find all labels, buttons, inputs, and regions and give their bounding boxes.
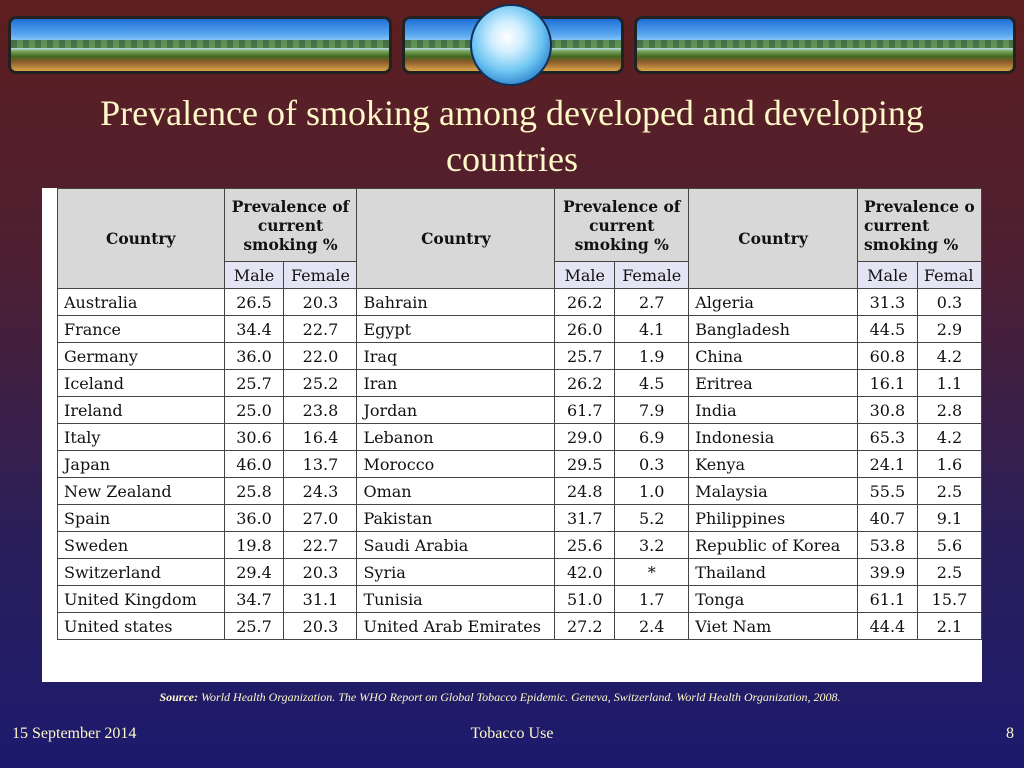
female-value-cell: 22.0 <box>284 343 357 370</box>
female-value-cell: 25.2 <box>284 370 357 397</box>
male-value-cell: 42.0 <box>555 559 615 586</box>
female-value-cell: 2.8 <box>917 397 981 424</box>
country-cell: Malaysia <box>689 478 858 505</box>
table-row <box>58 370 982 397</box>
male-value-cell: 25.7 <box>224 370 284 397</box>
female-value-cell: 24.3 <box>284 478 357 505</box>
female-value-cell: 27.0 <box>284 505 357 532</box>
country-cell: Indonesia <box>689 424 858 451</box>
male-value-cell: 26.0 <box>555 316 615 343</box>
male-value-cell: 26.2 <box>555 289 615 316</box>
male-value-cell: 29.0 <box>555 424 615 451</box>
male-value-cell: 36.0 <box>224 343 284 370</box>
female-value-cell: 3.2 <box>615 532 689 559</box>
country-cell: Australia <box>58 289 225 316</box>
female-value-cell: 7.9 <box>615 397 689 424</box>
female-value-cell: 2.1 <box>917 613 981 640</box>
country-cell: Ireland <box>58 397 225 424</box>
footer-title: Tobacco Use <box>470 725 554 742</box>
male-value-cell: 27.2 <box>555 613 615 640</box>
male-value-cell: 16.1 <box>857 370 917 397</box>
table-row <box>58 397 982 424</box>
female-value-cell: 4.5 <box>615 370 689 397</box>
female-value-cell: 2.9 <box>917 316 981 343</box>
country-cell: Thailand <box>689 559 858 586</box>
table-row <box>58 451 982 478</box>
female-value-cell: * <box>615 559 689 586</box>
column-header-prevalence: Prevalence of current smoking % <box>224 189 357 262</box>
country-cell: Kenya <box>689 451 858 478</box>
male-value-cell: 34.4 <box>224 316 284 343</box>
female-value-cell: 1.1 <box>917 370 981 397</box>
male-value-cell: 19.8 <box>224 532 284 559</box>
column-header-male: Male <box>555 262 615 289</box>
column-header-male: Male <box>857 262 917 289</box>
slide-title-line2: countries <box>446 139 578 179</box>
country-cell: Iceland <box>58 370 225 397</box>
male-value-cell: 40.7 <box>857 505 917 532</box>
table-row <box>58 289 982 316</box>
country-cell: Egypt <box>357 316 555 343</box>
male-value-cell: 65.3 <box>857 424 917 451</box>
male-value-cell: 26.2 <box>555 370 615 397</box>
country-cell: Morocco <box>357 451 555 478</box>
female-value-cell: 1.7 <box>615 586 689 613</box>
female-value-cell: 16.4 <box>284 424 357 451</box>
column-header-country: Country <box>357 189 555 289</box>
male-value-cell: 39.9 <box>857 559 917 586</box>
country-cell: France <box>58 316 225 343</box>
female-value-cell: 4.2 <box>917 343 981 370</box>
country-cell: Saudi Arabia <box>357 532 555 559</box>
country-cell: Philippines <box>689 505 858 532</box>
country-cell: Viet Nam <box>689 613 858 640</box>
female-value-cell: 20.3 <box>284 559 357 586</box>
column-header-country: Country <box>689 189 858 289</box>
country-cell: New Zealand <box>58 478 225 505</box>
country-cell: Algeria <box>689 289 858 316</box>
male-value-cell: 25.7 <box>555 343 615 370</box>
country-cell: United states <box>58 613 225 640</box>
female-value-cell: 0.3 <box>917 289 981 316</box>
male-value-cell: 60.8 <box>857 343 917 370</box>
column-header-country: Country <box>58 189 225 289</box>
male-value-cell: 25.6 <box>555 532 615 559</box>
country-cell: Eritrea <box>689 370 858 397</box>
country-cell: Japan <box>58 451 225 478</box>
female-value-cell: 13.7 <box>284 451 357 478</box>
male-value-cell: 61.7 <box>555 397 615 424</box>
female-value-cell: 4.1 <box>615 316 689 343</box>
country-cell: China <box>689 343 858 370</box>
smoking-prevalence-table-image <box>42 188 982 682</box>
female-value-cell: 2.5 <box>917 559 981 586</box>
female-value-cell: 15.7 <box>917 586 981 613</box>
column-header-prevalence: Prevalence of current smoking % <box>555 189 689 262</box>
slide-title-line1: Prevalence of smoking among developed and developing <box>100 93 924 133</box>
country-cell: Syria <box>357 559 555 586</box>
country-cell: Germany <box>58 343 225 370</box>
female-value-cell: 5.2 <box>615 505 689 532</box>
table-row <box>58 316 982 343</box>
table-row <box>58 532 982 559</box>
country-cell: Sweden <box>58 532 225 559</box>
source-text: World Health Organization. The WHO Report on Global Tobacco Epidemic. Geneva, Switzerland. World Health Organization, 2008. <box>201 690 841 704</box>
female-value-cell: 22.7 <box>284 316 357 343</box>
male-value-cell: 26.5 <box>224 289 284 316</box>
table-row <box>58 343 982 370</box>
country-cell: Italy <box>58 424 225 451</box>
female-value-cell: 1.9 <box>615 343 689 370</box>
smoking-prevalence-table <box>57 188 982 640</box>
female-value-cell: 1.0 <box>615 478 689 505</box>
male-value-cell: 46.0 <box>224 451 284 478</box>
female-value-cell: 9.1 <box>917 505 981 532</box>
country-cell: United Arab Emirates <box>357 613 555 640</box>
male-value-cell: 30.6 <box>224 424 284 451</box>
banner-landscape-right <box>634 16 1016 74</box>
female-value-cell: 23.8 <box>284 397 357 424</box>
country-cell: Iraq <box>357 343 555 370</box>
table-row <box>58 586 982 613</box>
country-cell: Switzerland <box>58 559 225 586</box>
country-cell: Bangladesh <box>689 316 858 343</box>
footer-page-number: 8 <box>1006 725 1014 742</box>
male-value-cell: 25.0 <box>224 397 284 424</box>
footer-date: 15 September 2014 <box>12 725 137 742</box>
slide-title <box>40 90 984 182</box>
country-cell: Bahrain <box>357 289 555 316</box>
country-cell: Republic of Korea <box>689 532 858 559</box>
female-value-cell: 1.6 <box>917 451 981 478</box>
male-value-cell: 34.7 <box>224 586 284 613</box>
column-header-prevalence: Prevalence o current smoking % <box>857 189 981 262</box>
column-header-female: Femal <box>917 262 981 289</box>
female-value-cell: 2.4 <box>615 613 689 640</box>
female-value-cell: 20.3 <box>284 289 357 316</box>
country-cell: Tunisia <box>357 586 555 613</box>
female-value-cell: 31.1 <box>284 586 357 613</box>
country-cell: Spain <box>58 505 225 532</box>
female-value-cell: 2.7 <box>615 289 689 316</box>
male-value-cell: 24.1 <box>857 451 917 478</box>
country-cell: Tonga <box>689 586 858 613</box>
column-header-female: Female <box>284 262 357 289</box>
female-value-cell: 4.2 <box>917 424 981 451</box>
male-value-cell: 51.0 <box>555 586 615 613</box>
male-value-cell: 44.4 <box>857 613 917 640</box>
male-value-cell: 24.8 <box>555 478 615 505</box>
table-row <box>58 505 982 532</box>
source-label: Source: <box>159 690 199 704</box>
male-value-cell: 25.7 <box>224 613 284 640</box>
male-value-cell: 31.7 <box>555 505 615 532</box>
table-row <box>58 559 982 586</box>
male-value-cell: 29.5 <box>555 451 615 478</box>
country-cell: Lebanon <box>357 424 555 451</box>
country-cell: Oman <box>357 478 555 505</box>
table-row <box>58 478 982 505</box>
country-cell: Pakistan <box>357 505 555 532</box>
country-cell: India <box>689 397 858 424</box>
female-value-cell: 6.9 <box>615 424 689 451</box>
male-value-cell: 55.5 <box>857 478 917 505</box>
male-value-cell: 31.3 <box>857 289 917 316</box>
male-value-cell: 36.0 <box>224 505 284 532</box>
column-header-male: Male <box>224 262 284 289</box>
female-value-cell: 5.6 <box>917 532 981 559</box>
table-row <box>58 613 982 640</box>
table-body <box>58 289 982 640</box>
female-value-cell: 2.5 <box>917 478 981 505</box>
globe-icon <box>470 4 552 86</box>
male-value-cell: 61.1 <box>857 586 917 613</box>
female-value-cell: 20.3 <box>284 613 357 640</box>
table-row <box>58 424 982 451</box>
male-value-cell: 53.8 <box>857 532 917 559</box>
country-cell: Jordan <box>357 397 555 424</box>
female-value-cell: 0.3 <box>615 451 689 478</box>
male-value-cell: 29.4 <box>224 559 284 586</box>
male-value-cell: 25.8 <box>224 478 284 505</box>
male-value-cell: 30.8 <box>857 397 917 424</box>
country-cell: Iran <box>357 370 555 397</box>
banner-landscape-left <box>8 16 392 74</box>
male-value-cell: 44.5 <box>857 316 917 343</box>
country-cell: United Kingdom <box>58 586 225 613</box>
column-header-female: Female <box>615 262 689 289</box>
female-value-cell: 22.7 <box>284 532 357 559</box>
source-citation <box>0 690 1000 705</box>
